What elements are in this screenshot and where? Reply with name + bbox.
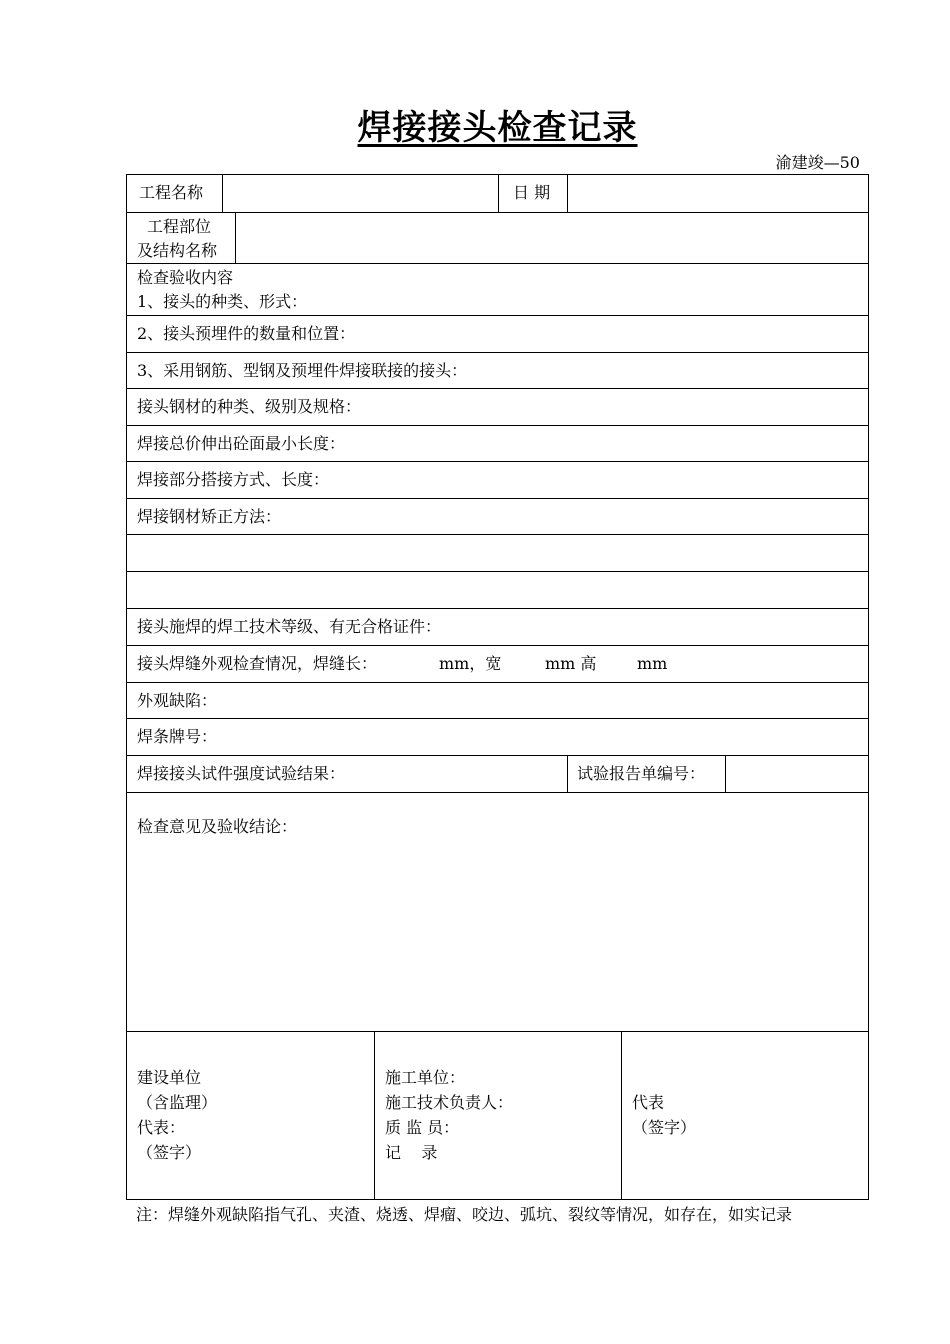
contractor-label-2: 施工技术负责人： [385, 1093, 514, 1112]
row-strength-test [127, 755, 868, 792]
row-project-part [127, 212, 868, 263]
row-seam-check [127, 645, 868, 682]
seam-height-unit: mm 高 [545, 654, 597, 673]
project-part-label-1: 工程部位 [147, 217, 212, 236]
row-item2 [127, 315, 868, 352]
report-no-label: 试验报告单编号： [577, 764, 706, 783]
contractor-label-1: 施工单位： [385, 1068, 466, 1087]
project-part-field[interactable] [236, 213, 868, 263]
row-correction [127, 498, 868, 534]
rep-label-1: 代表 [632, 1093, 665, 1112]
strength-test-label: 焊接接头试件强度试验结果： [137, 764, 346, 783]
inspection-form [126, 174, 869, 1200]
row-min-length [127, 425, 868, 461]
report-no-field[interactable] [726, 756, 868, 792]
row-blank-1[interactable] [127, 534, 868, 571]
page-title: 焊接接头检查记录 [357, 108, 638, 148]
row-steel-spec [127, 388, 868, 425]
footnote: 注：焊缝外观缺陷指气孔、夹渣、烧透、焊瘤、咬边、弧坑、裂纹等情况，如存在，如实记录 [136, 1205, 793, 1224]
row-item1 [127, 263, 868, 315]
conclusion-label: 检查意见及验收结论： [137, 817, 298, 836]
seam-width-unit: mm，宽 [439, 654, 502, 673]
item1-label: 1、接头的种类、形式： [137, 292, 308, 311]
row-item3 [127, 352, 868, 388]
contractor-label-4: 记 录 [385, 1143, 438, 1162]
rep-signature[interactable] [622, 1032, 868, 1199]
inspection-heading: 检查验收内容 [137, 268, 234, 287]
correction-label: 焊接钢材矫正方法： [137, 507, 282, 526]
owner-label-4: （签字） [137, 1143, 202, 1162]
contractor-label-3: 质 监 员： [385, 1118, 460, 1137]
project-name-field[interactable] [223, 175, 498, 212]
electrode-label: 焊条牌号： [137, 727, 218, 746]
item3-label: 3、采用钢筋、型钢及预埋件焊接联接的接头： [137, 361, 468, 380]
row-blank-2[interactable] [127, 571, 868, 608]
steel-spec-label: 接头钢材的种类、级别及规格： [137, 397, 362, 416]
row-project-name [127, 175, 868, 212]
row-lap-method [127, 461, 868, 498]
seam-height-mm: mm [637, 654, 668, 673]
project-part-label-2: 及结构名称 [137, 241, 218, 260]
owner-label-1: 建设单位 [137, 1068, 202, 1087]
min-length-label: 焊接总价伸出砼面最小长度： [137, 434, 346, 453]
owner-label-3: 代表： [137, 1118, 186, 1137]
form-code: 渝建竣—50 [775, 153, 860, 172]
row-conclusion[interactable] [127, 792, 868, 1031]
lap-method-label: 焊接部分搭接方式、长度： [137, 470, 330, 489]
contractor-signature[interactable] [375, 1032, 621, 1199]
row-signatures [127, 1031, 868, 1199]
owner-label-2: （含监理） [137, 1093, 218, 1112]
row-welder-grade [127, 608, 868, 645]
owner-signature[interactable] [127, 1032, 374, 1199]
rep-label-2: （签字） [632, 1118, 697, 1137]
row-electrode [127, 718, 868, 755]
defects-label: 外观缺陷： [137, 691, 218, 710]
item2-label: 2、接头预埋件的数量和位置： [137, 324, 356, 343]
date-label: 日 期 [513, 183, 551, 202]
project-name-label: 工程名称 [139, 183, 204, 202]
seam-check-label: 接头焊缝外观检查情况，焊缝长： [137, 654, 378, 673]
welder-grade-label: 接头施焊的焊工技术等级、有无合格证件： [137, 617, 442, 636]
row-defects [127, 682, 868, 718]
date-field[interactable] [568, 175, 868, 212]
